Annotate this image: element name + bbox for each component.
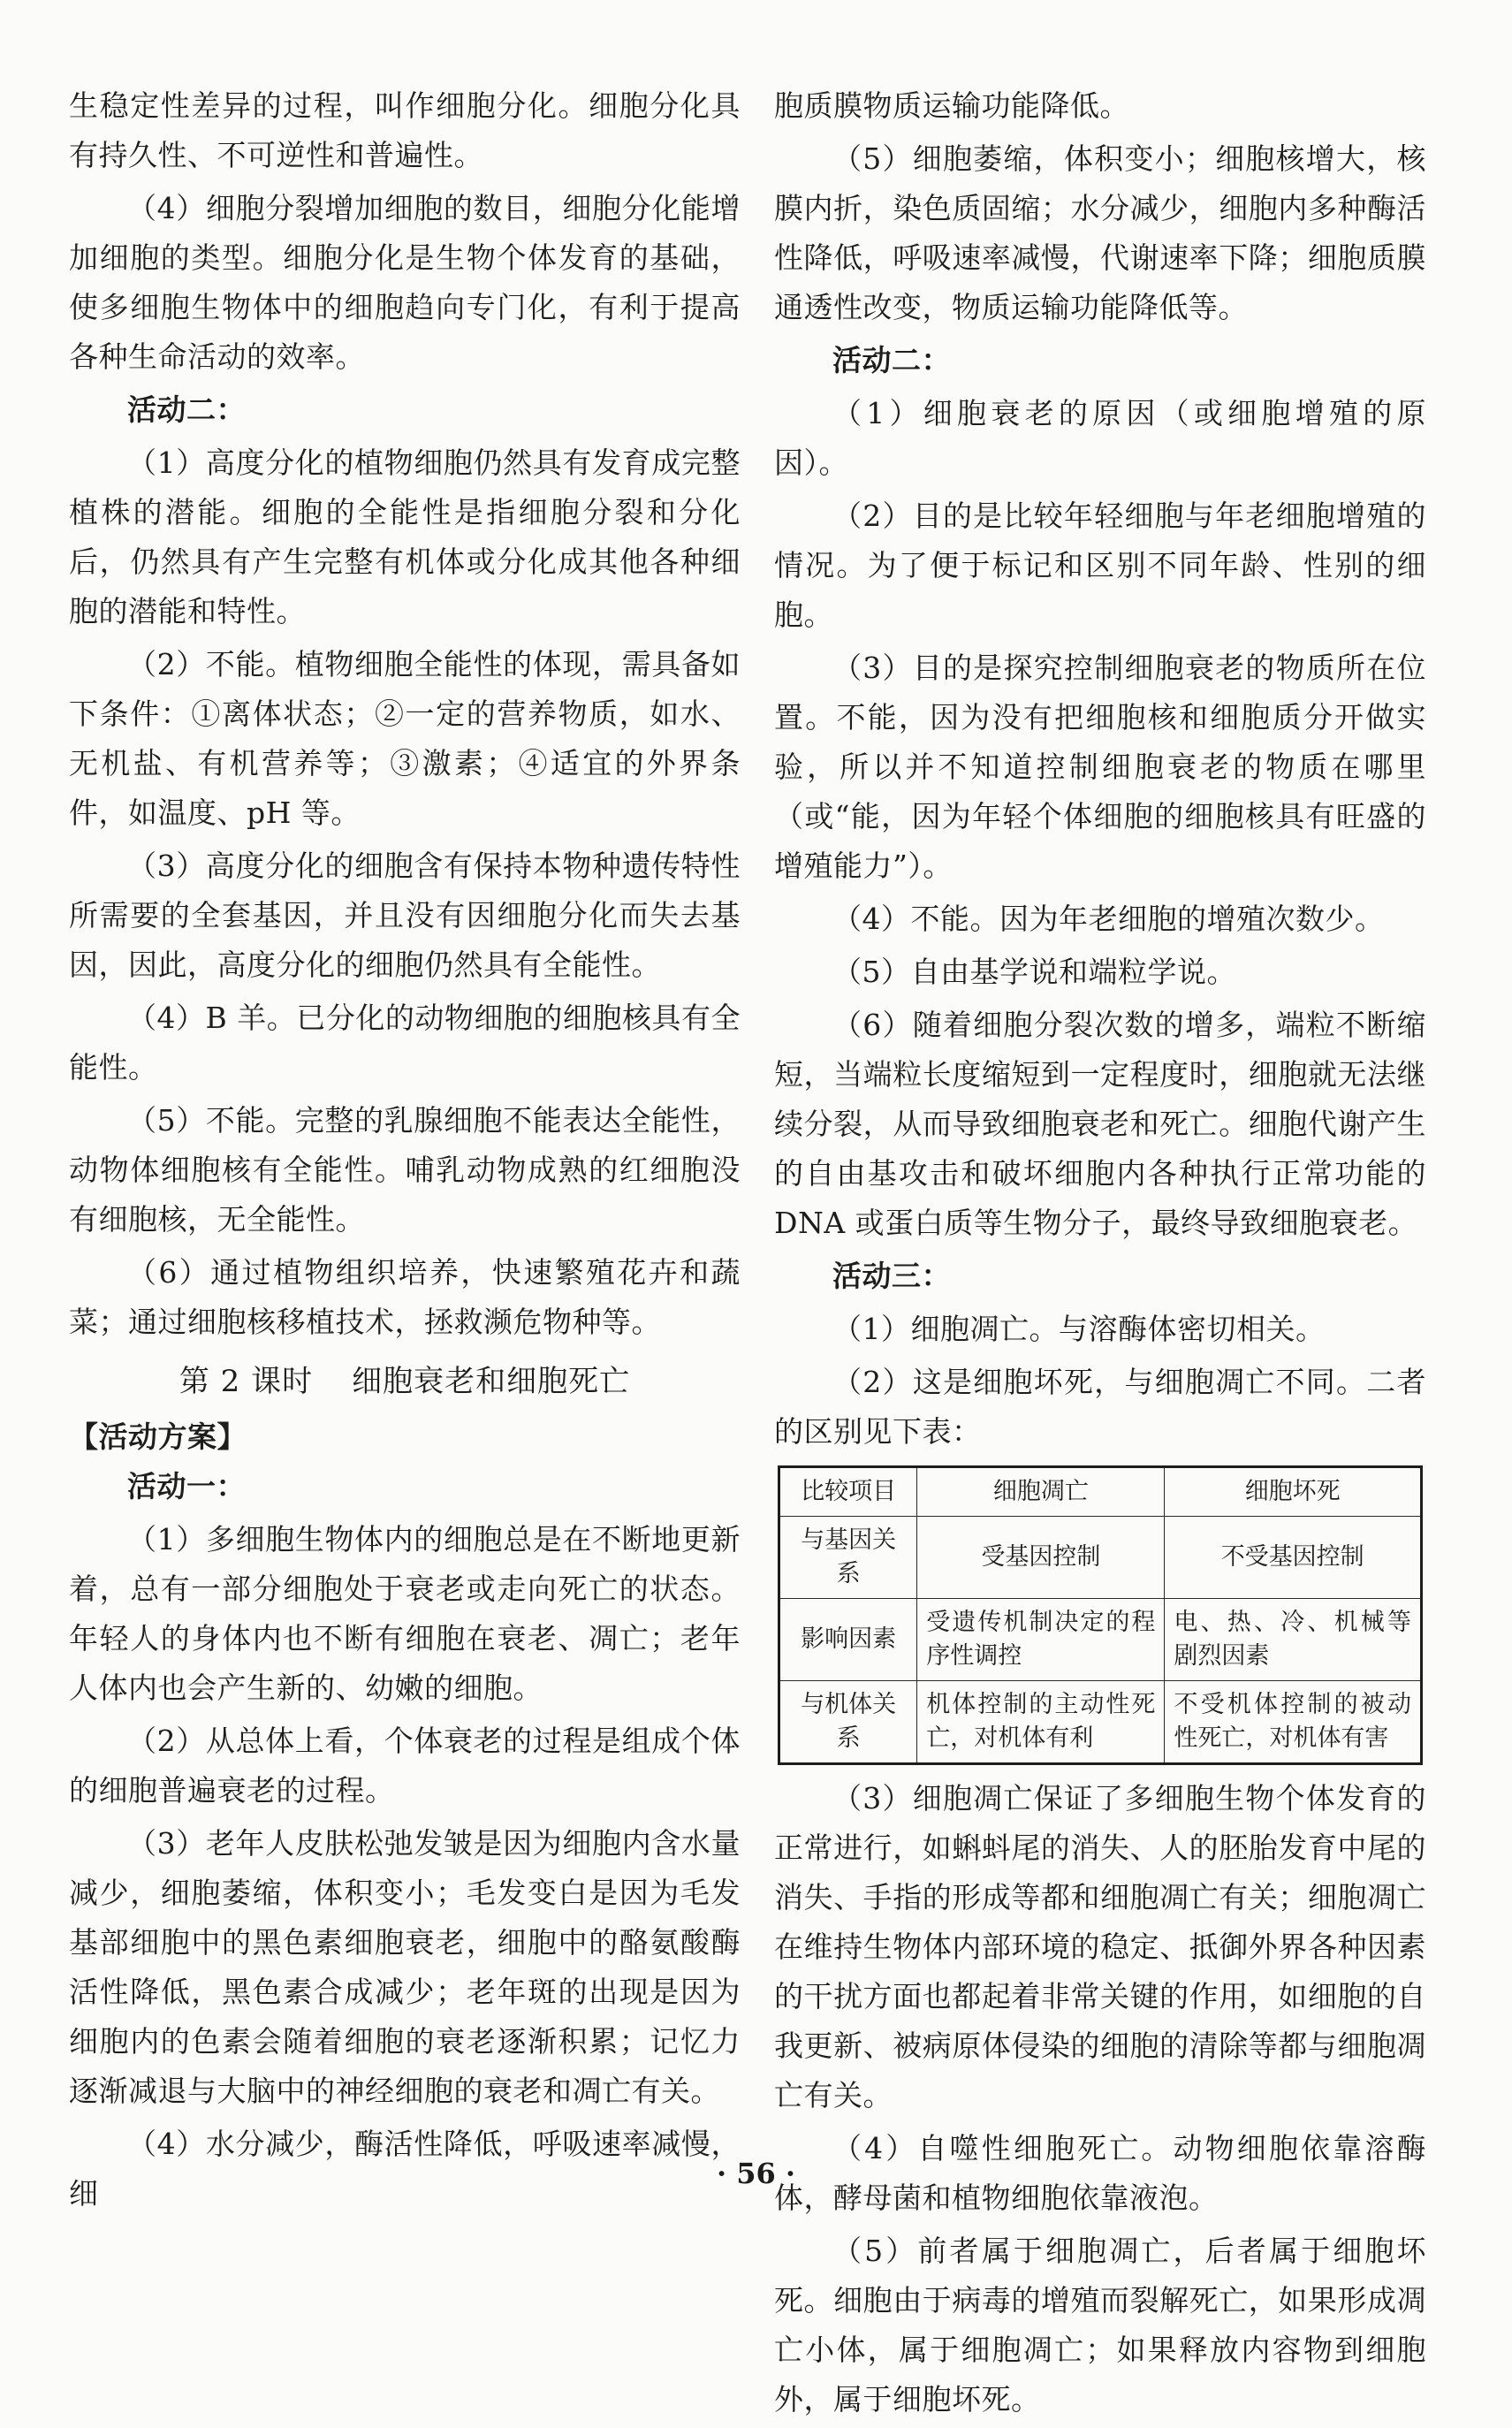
paragraph: （6）随着细胞分裂次数的增多，端粒不断缩短，当端粒长度缩短到一定程度时，细胞就无法继续分裂，从而导致细胞衰老和死亡。细胞代谢产生的自由基攻击和破坏细胞内各种执行正常功能的 DNA 或蛋白质等生物分子，最终导致细胞衰老。: [774, 1008, 1426, 1240]
table-header-cell: 细胞凋亡: [917, 1467, 1165, 1517]
activity-heading: 活动三：: [832, 1259, 951, 1293]
paragraph: （4）B 羊。已分化的动物细胞的细胞核具有全能性。: [69, 1001, 741, 1085]
table-row: [779, 1599, 1422, 1681]
paragraph: （3）细胞凋亡保证了多细胞生物个体发育的正常进行，如蝌蚪尾的消失、人的胚胎发育中尾的消失、手指的形成等都和细胞凋亡有关；细胞凋亡在维持生物体内部环境的稳定、抵御外界各种因素的干扰方面也都起着非常关键的作用，如细胞的自我更新、被病原体侵染的细胞的清除等都与细胞凋亡有关。: [774, 1781, 1426, 2112]
table-header-cell: 细胞坏死: [1165, 1467, 1422, 1517]
lesson-title: [69, 1354, 741, 1409]
section-heading: 【活动方案】: [69, 1420, 247, 1454]
table-header-cell: 比较项目: [779, 1467, 917, 1517]
paragraph: （5）不能。完整的乳腺细胞不能表达全能性，动物体细胞核有全能性。哺乳动物成熟的红细胞没有细胞核，无全能性。: [69, 1103, 741, 1237]
comparison-table: [778, 1465, 1423, 1765]
table-cell: 电、热、冷、机械等剧烈因素: [1165, 1599, 1422, 1681]
paragraph: （4）不能。因为年老细胞的增殖次数少。: [832, 902, 1385, 936]
paragraph: （2）目的是比较年轻细胞与年老细胞增殖的情况。为了便于标记和区别不同年龄、性别的细胞。: [774, 499, 1426, 632]
table-row: [779, 1517, 1422, 1599]
activity-heading: 活动一：: [127, 1469, 246, 1503]
activity-heading: 活动二：: [832, 343, 951, 377]
table-cell: 受遗传机制决定的程序性调控: [917, 1599, 1165, 1681]
paragraph: （2）从总体上看，个体衰老的过程是组成个体的细胞普遍衰老的过程。: [69, 1724, 741, 1808]
activity-heading: 活动二：: [127, 392, 246, 427]
table-cell: 不受基因控制: [1165, 1517, 1422, 1599]
left-column: [69, 81, 741, 2222]
paragraph: （1）高度分化的植物细胞仍然具有发育成完整植株的潜能。细胞的全能性是指细胞分裂和分化后，仍然具有产生完整有机体或分化成其他各种细胞的潜能和特性。: [69, 445, 741, 628]
paragraph: （5）细胞萎缩，体积变小；细胞核增大，核膜内折，染色质固缩；水分减少，细胞内多种酶活性降低，呼吸速率减慢，代谢速率下降；细胞质膜通透性改变，物质运输功能降低等。: [774, 141, 1426, 324]
paragraph: （1）细胞衰老的原因（或细胞增殖的原因）。: [774, 396, 1426, 480]
table-cell: 机体控制的主动性死亡，对机体有利: [917, 1681, 1165, 1764]
paragraph: （5）前者属于细胞凋亡，后者属于细胞坏死。细胞由于病毒的增殖而裂解死亡，如果形成凋亡小体，属于细胞凋亡；如果释放内容物到细胞外，属于细胞坏死。: [774, 2234, 1426, 2417]
table-cell: 受基因控制: [917, 1517, 1165, 1599]
paragraph: （3）高度分化的细胞含有保持本物种遗传特性所需要的全套基因，并且没有因细胞分化而失去基因，因此，高度分化的细胞仍然具有全能性。: [69, 849, 741, 982]
lesson-name: 细胞衰老和细胞死亡: [352, 1364, 631, 1399]
paragraph: （4）细胞分裂增加细胞的数目，细胞分化能增加细胞的类型。细胞分化是生物个体发育的基础，使多细胞生物体中的细胞趋向专门化，有利于提高各种生命活动的效率。: [69, 191, 741, 374]
paragraph: （4）水分减少，酶活性降低，呼吸速率减慢，细: [69, 2127, 741, 2211]
paragraph: （3）老年人皮肤松弛发皱是因为细胞内含水量减少，细胞萎缩，体积变小；毛发变白是因为毛发基部细胞中的黑色素细胞衰老，细胞中的酪氨酸酶活性降低，黑色素合成减少；老年斑的出现是因为细胞内的色素会随着细胞的衰老逐渐积累；记忆力逐渐减退与大脑中的神经细胞的衰老和凋亡有关。: [69, 1826, 741, 2108]
paragraph: （5）自由基学说和端粒学说。: [832, 955, 1236, 989]
paragraph: （6）通过植物组织培养，快速繁殖花卉和蔬菜；通过细胞核移植技术，拯救濒危物种等。: [69, 1255, 741, 1339]
paragraph: （4）自噬性细胞死亡。动物细胞依靠溶酶体，酵母菌和植物细胞依靠液泡。: [774, 2131, 1426, 2215]
paragraph: （2）这是细胞坏死，与细胞凋亡不同。二者的区别见下表：: [774, 1365, 1426, 1449]
page-number: · 56 ·: [716, 2157, 796, 2190]
paragraph: （2）不能。植物细胞全能性的体现，需具备如下条件：①离体状态；②一定的营养物质，如水、无机盐、有机营养等；③激素；④适宜的外界条件，如温度、pH 等。: [69, 647, 741, 830]
paragraph: 胞质膜物质运输功能降低。: [774, 88, 1129, 123]
right-column: [774, 81, 1426, 2428]
table-cell: 与基因关系: [779, 1517, 917, 1599]
paragraph: 生稳定性差异的过程，叫作细胞分化。细胞分化具有持久性、不可逆性和普遍性。: [69, 88, 741, 172]
table-cell: 与机体关系: [779, 1681, 917, 1764]
table-cell: 不受机体控制的被动性死亡，对机体有害: [1165, 1681, 1422, 1764]
table-header-row: [779, 1467, 1422, 1517]
lesson-number: 第 2 课时: [179, 1364, 314, 1399]
table-cell: 影响因素: [779, 1599, 917, 1681]
table-row: [779, 1681, 1422, 1764]
paragraph: （1）细胞凋亡。与溶酶体密切相关。: [832, 1312, 1326, 1346]
paragraph: （3）目的是探究控制细胞衰老的物质所在位置。不能，因为没有把细胞核和细胞质分开做实验，所以并不知道控制细胞衰老的物质在哪里（或“能，因为年轻个体细胞的细胞核具有旺盛的增殖能力”）。: [774, 651, 1426, 883]
paragraph: （1）多细胞生物体内的细胞总是在不断地更新着，总有一部分细胞处于衰老或走向死亡的状态。年轻人的身体内也不断有细胞在衰老、凋亡；老年人体内也会产生新的、幼嫩的细胞。: [69, 1522, 741, 1705]
